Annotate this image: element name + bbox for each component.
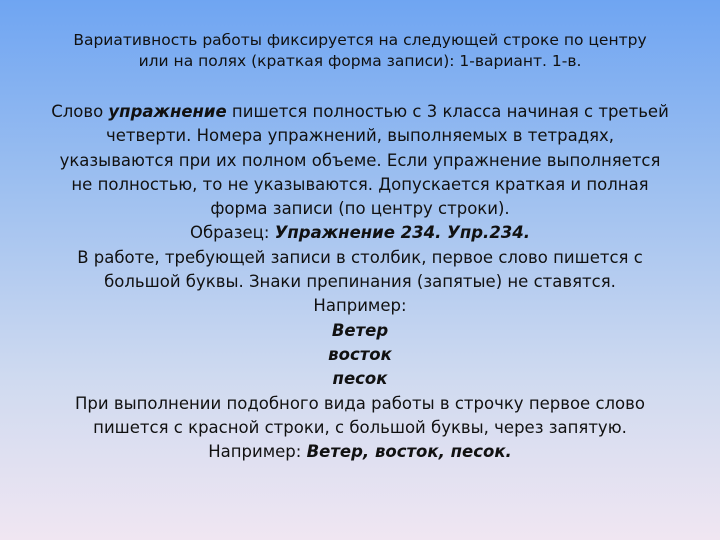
main-text	[30, 100, 690, 464]
sample-value: Упражнение 234. Упр.234.	[274, 223, 531, 243]
intro-text	[40, 30, 680, 72]
body-line-8: большой буквы. Знаки препинания (запятые) не ставятся.	[104, 272, 616, 292]
body-line-14: пишется с красной строки, с большой буквы, через запятую.	[93, 417, 627, 437]
body-line-13: При выполнении подобного вида работы в строчку первое слово	[75, 393, 645, 413]
body-line-1-start: Слово	[51, 102, 109, 121]
sample-line	[30, 221, 690, 245]
sample-label: Образец:	[189, 223, 275, 243]
example-value-2: Ветер, восток, песок.	[306, 442, 512, 462]
body-line-5: форма записи (по центру строки).	[210, 199, 510, 219]
intro-line-1: Вариативность работы фиксируется на следующей строке по центру	[73, 31, 647, 49]
example-line-2	[30, 440, 690, 464]
body-line-2: четверти. Номера упражнений, выполняемых в тетрадях,	[105, 126, 615, 146]
body-line-3: указываются при их полном объеме. Если упражнение выполняется	[59, 150, 661, 170]
intro-line-2: или на полях (краткая форма записи): 1-вариант. 1-в.	[138, 52, 582, 70]
example-label-1: Например:	[313, 296, 407, 316]
body-line-1-end: пишется полностью с 3 класса начиная с третьей	[226, 102, 669, 121]
body-line-7: В работе, требующей записи в столбик, первое слово пишется с	[77, 247, 643, 267]
example-label-2: Например:	[208, 442, 307, 462]
column-word-3: песок	[332, 369, 388, 389]
column-word-2: восток	[328, 344, 392, 364]
term-exercise: упражнение	[108, 102, 227, 121]
column-word-1: Ветер	[331, 320, 389, 340]
body-line-1	[30, 100, 690, 124]
body-line-4: не полностью, то не указываются. Допускается краткая и полная	[71, 174, 649, 194]
